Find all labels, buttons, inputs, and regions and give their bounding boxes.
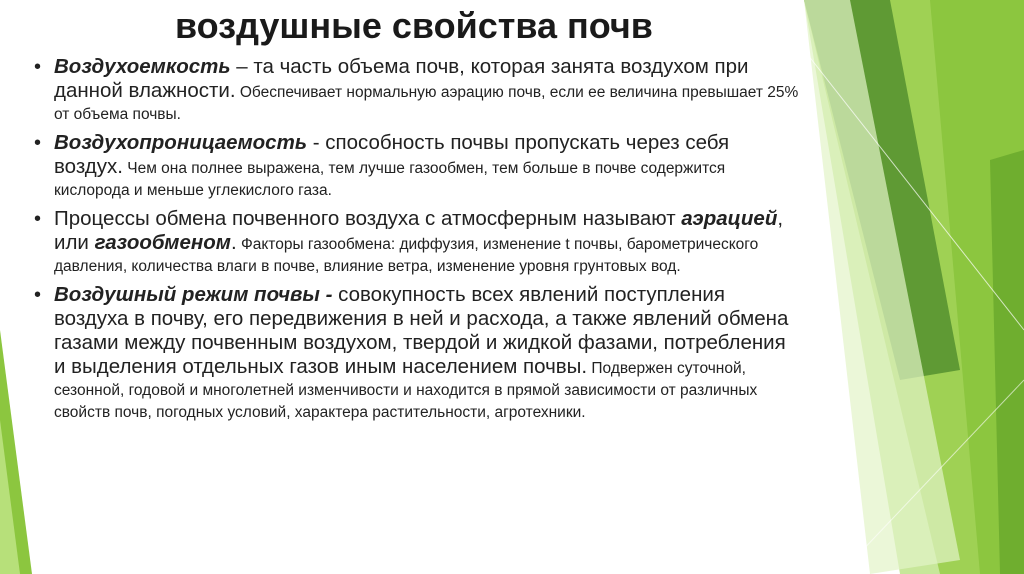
term-gas-exchange: газообменом (94, 231, 231, 254)
detail-text: Чем она полнее выражена, тем лучше газообмен, тем больше в почве содержится кислорода и меньше углекислого газа. (54, 160, 726, 199)
slide-title: воздушные свойства почв (175, 5, 653, 46)
lead-text-end: . (230, 231, 237, 254)
lead-text: Процессы обмена почвенного воздуха с атмосферным называют (54, 207, 682, 230)
term-air-permeability: Воздухопроницаемость (54, 131, 307, 154)
lead-text: совокупность всех явлений поступления воздуха в почву, его передвижения в ней и расхода, а также явлений обмена газами между почвенным воздухом, твердой и жидкой фазами, потребления и выделения отдельных газов иным населением почвы. (54, 283, 789, 378)
term-air-regime: Воздушный режим почвы - (54, 283, 339, 306)
bullet-air-regime (30, 284, 800, 424)
detail-text: Обеспечивает нормальную аэрацию почв, если ее величина превышает 25% от объема почвы. (54, 84, 799, 123)
term-air-capacity: Воздухоемкость (54, 55, 231, 78)
detail-text: Факторы газообмена: диффузия, изменение t почвы, барометрического давления, количества влаги в почве, влияние ветра, изменение уровня грунтовых вод. (54, 236, 759, 275)
bullet-air-permeability (30, 132, 800, 202)
bullet-air-capacity (30, 56, 800, 126)
bullet-dot: • (34, 56, 42, 78)
slide-body (30, 56, 800, 430)
bullet-aeration (30, 208, 800, 278)
bullet-dot: • (34, 284, 42, 306)
detail-text: Подвержен суточной, сезонной, годовой и многолетней изменчивости и находится в прямой зависимости от различных свойств почв, погодных условий, характера растительности, агротехники. (54, 360, 758, 421)
bullet-dot: • (34, 208, 42, 230)
term-aeration: аэрацией (681, 207, 778, 230)
lead-text: – та часть объема почв, которая занята воздухом при данной влажности. (54, 55, 749, 102)
bullet-dot: • (34, 132, 42, 154)
lead-text-mid: , или (54, 207, 784, 254)
lead-text: - способность почвы пропускать через себя воздух. (54, 131, 730, 178)
